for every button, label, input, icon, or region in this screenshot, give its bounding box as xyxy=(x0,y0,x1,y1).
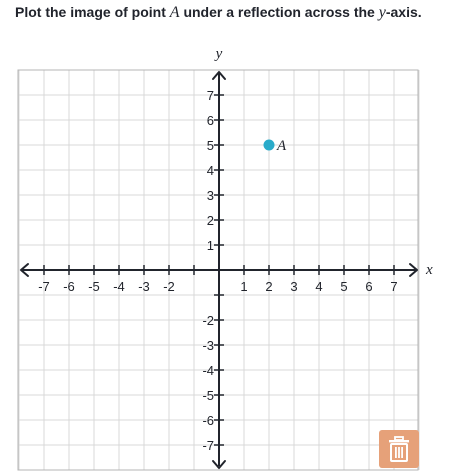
y-tick-label: -5 xyxy=(202,388,214,403)
y-tick-label: -6 xyxy=(202,413,214,428)
x-tick-label: 3 xyxy=(290,279,298,294)
x-tick-label: 6 xyxy=(365,279,373,294)
point-a[interactable] xyxy=(264,138,288,154)
y-tick-label: -7 xyxy=(202,438,214,453)
point-marker[interactable] xyxy=(264,140,275,151)
x-tick-label: -6 xyxy=(63,279,75,294)
x-tick-label: 1 xyxy=(240,279,248,294)
x-tick-label: -4 xyxy=(113,279,125,294)
x-tick-label: 7 xyxy=(390,279,398,294)
x-tick-label: 4 xyxy=(315,279,323,294)
plotted-points[interactable] xyxy=(264,138,288,154)
x-tick-label: 5 xyxy=(340,279,348,294)
x-tick-label: 2 xyxy=(265,279,273,294)
y-tick-label: 1 xyxy=(206,238,214,253)
axes xyxy=(21,72,417,468)
y-tick-label: 4 xyxy=(206,163,214,178)
x-tick-label: -7 xyxy=(38,279,50,294)
y-tick-label: -2 xyxy=(202,313,214,328)
point-variable: A xyxy=(169,4,180,21)
y-tick-label: 3 xyxy=(206,188,214,203)
prompt-text-1: Plot the image of point xyxy=(15,4,170,20)
prompt-text-3: -axis. xyxy=(385,4,422,20)
x-tick-label: -2 xyxy=(163,279,175,294)
point-label: A xyxy=(277,138,287,154)
prompt-text-2: under a reflection across the xyxy=(179,4,379,20)
y-tick-label: -3 xyxy=(202,338,214,353)
x-axis-label: x xyxy=(426,262,433,278)
axis-variable: y xyxy=(378,4,386,21)
y-axis-label: y xyxy=(215,46,223,62)
y-tick-label: 5 xyxy=(206,138,214,153)
trash-button[interactable] xyxy=(379,430,419,468)
x-tick-label: -5 xyxy=(88,279,100,294)
y-tick-label: 2 xyxy=(206,213,214,228)
y-tick-label: 7 xyxy=(206,88,214,103)
trash-icon xyxy=(388,436,410,462)
y-tick-label: -4 xyxy=(202,363,214,378)
x-tick-label: -3 xyxy=(138,279,150,294)
y-tick-label: 6 xyxy=(206,113,214,128)
